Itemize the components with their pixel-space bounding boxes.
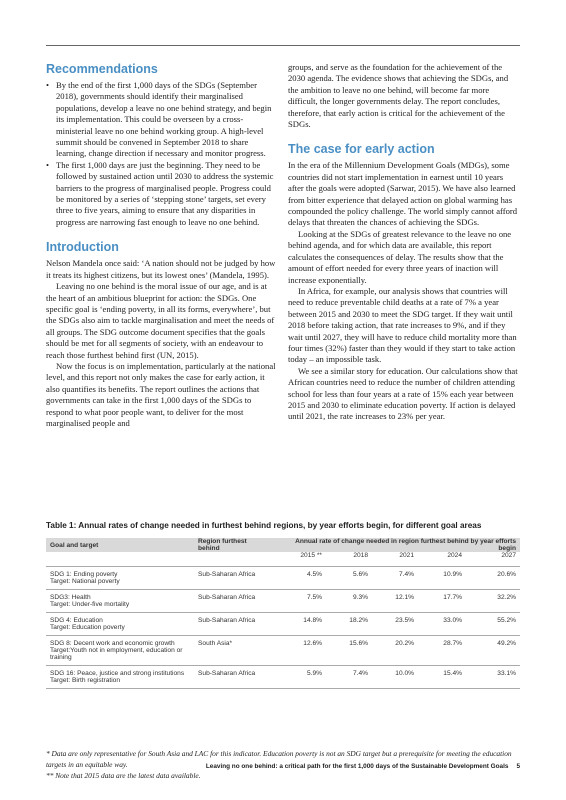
table-cell: 10.9% [418,567,466,590]
table-cell: 20.6% [466,567,520,590]
goal-target: Target:Youth not in employment, education or training [50,647,183,661]
table-cell: 28.7% [418,636,466,666]
paragraph: Looking at the SDGs of greatest relevance to the leave no one behind agenda, and for which data are available, this report calculates the consequences of delay. The results show that the amount of effort needed for every three years of inaction will increase exponentially. [288,228,512,285]
region: Sub-Saharan Africa [194,590,274,613]
paragraph: Leaving no one behind is the moral issue of our age, and is at the heart of an ambitious blueprint for action: the SDGs. One specific goal is ‘ending poverty, in all its forms, everywhere’, but the SDGs also aim to tackle marginalisation and meet the needs of all groups. The SDG outcome document specifies that the goals should be met for all segments of society, with an endeavour to reach those furthest behind first (UN, 2015). [46,281,275,360]
left-column [46,62,278,429]
table-header-row [46,538,520,552]
footer-title: Leaving no one behind: a critical path for the first 1,000 days of the Sustainable Development Goals [205,763,509,770]
paragraph: groups, and serve as the foundation for the achievement of the 2030 agenda. The evidence shows that achieving the SDGs, and the ambition to leave no one behind, will become far more difficult, the longer governments delay. The report concludes, therefore, that early action is critical for the achievement of the SDGs. [288,62,509,130]
list-item: • The first 1,000 days are just the beginning. They need to be followed by sustained action until 2030 to address the systemic barriers to the progress of marginalised people. Progress could be monitored by a series of ‘stepping stone’ targets, set every three to five years, aiming to ensure that any disparities in progress are narrowing fast enough to leave no one behind. [56,160,278,228]
introduction-heading: Introduction [46,240,119,255]
goal-target: Target: Education poverty [50,624,125,631]
region: South Asia* [194,636,274,666]
table-cell: 4.5% [274,567,326,590]
paragraph: In Africa, for example, our analysis shows that countries will need to reduce preventable child deaths at a rate of 7% a year between 2015 and 2030 to meet the SDG target. If they wait until 2018 before taking action, that rate increases to 9%, and if they wait until 2027, they will have to reduce child mortality more than four times (32%) faster than they would if they start to take action today – an impossible task. [288,285,517,365]
paragraph: We see a similar story for education. Our calculations show that African countries need to reduce the number of children attending school for less than four years at a rate of 15% each year between 2015 and 2030 to eliminate education poverty. If action is delayed until 2021, the rate increases to 23% per year. [288,365,518,422]
table-row [46,666,520,689]
table-row [46,636,520,666]
paragraph: Now the focus is on implementation, particularly at the national level, and this report not only makes the case for early action, it also quantifies its benefits. The report outlines the actions that governments can take in the first 1,000 days of the SDGs to respond to what poor people want, to deliver for the most marginalised people and [46,360,276,428]
year-label: 2021 [372,552,418,567]
table-cell: 18.2% [326,613,372,636]
table-cell: 55.2% [466,613,520,636]
year-label: 2024 [418,552,466,567]
paragraph: Nelson Mandela once said: ‘A nation should not be judged by how it treats its highest citizens, but its lowest ones’ (Mandela, 1995). [46,258,276,280]
table-cell: 14.8% [274,613,326,636]
table-cell: 49.2% [466,636,520,666]
top-rule [46,45,520,46]
header-rates: Annual rate of change needed in region furthest behind by year efforts begin [274,538,520,552]
region: Sub-Saharan Africa [194,666,274,689]
table-cell: 7.4% [372,567,418,590]
goal-name: SDG 8: Decent work and economic growth [50,640,175,647]
table-cell: 12.1% [372,590,418,613]
table-cell: 15.4% [418,666,466,689]
goal-name: SDG 16: Peace, justice and strong institutions [50,670,185,677]
right-column [288,62,520,423]
table-cell: 17.7% [418,590,466,613]
table-note: ** Note that 2015 data are the latest data available. [46,771,201,780]
goal-target: Target: National poverty [50,578,120,585]
goal-target: Target: Birth registration [50,677,120,684]
table-cell: 33.1% [466,666,520,689]
list-item: • By the end of the first 1,000 days of the SDGs (September 2018), governments should identify their marginalised populations, develop a leave no one behind strategy, and begin its implementation. This could be overseen by a cross-ministerial leave no one behind working group. A high-level summit should be convened in September 2018 to share learning, change direction if necessary and monitor progress. [56,80,278,160]
year-label: 2015 ** [274,552,326,567]
table-note: * Data are only representative for South Asia and LAC for this indicator. Education poverty is not an SDG target but a prerequisite for meeting the education targets in an equitable way. [46,749,512,769]
goal-target: Target: Under-five mortality [50,601,130,608]
table-cell: 7.5% [274,590,326,613]
table-cell: 7.4% [326,666,372,689]
table-cell: 5.6% [326,567,372,590]
recommendations-heading: Recommendations [46,62,158,76]
table-cell: 32.2% [466,590,520,613]
recommendations-list [46,80,278,228]
table-cell: 12.6% [274,636,326,666]
table-cell: 23.5% [372,613,418,636]
year-label: 2018 [326,552,372,567]
table-row [46,567,520,590]
page-footer [206,763,520,770]
table-cell: 9.3% [326,590,372,613]
region: Sub-Saharan Africa [194,567,274,590]
year-row [46,552,520,567]
paragraph: In the era of the Millennium Development Goals (MDGs), some countries did not start implementation in earnest until 10 years after the goals were adopted (Sarwar, 2015). We have also learned from bitter experience that delayed action on global warming has compounded the policy challenge. The world simply cannot afford delays that threaten the chances of achieving the SDGs. [288,160,518,228]
table-row [46,590,520,613]
table-cell: 10.0% [372,666,418,689]
table-cell: 15.6% [326,636,372,666]
header-region: Region furthest behind [194,538,274,552]
table-title: Table 1: Annual rates of change needed in furthest behind regions, by year efforts begin, for different goal areas [46,521,482,530]
table-cell: 33.0% [418,613,466,636]
header-goal: Goal and target [46,538,194,552]
rates-table [46,538,520,689]
year-label: 2027 [466,552,520,567]
table-cell: 20.2% [372,636,418,666]
page-number: 5 [516,763,520,770]
region: Sub-Saharan Africa [194,613,274,636]
goal-name: SDG3: Health [50,594,91,601]
table-cell: 5.9% [274,666,326,689]
table-row [46,613,520,636]
goal-name: SDG 1: Ending poverty [50,571,118,578]
goal-name: SDG 4: Education [50,617,103,624]
early-action-heading: The case for early action [288,142,435,157]
